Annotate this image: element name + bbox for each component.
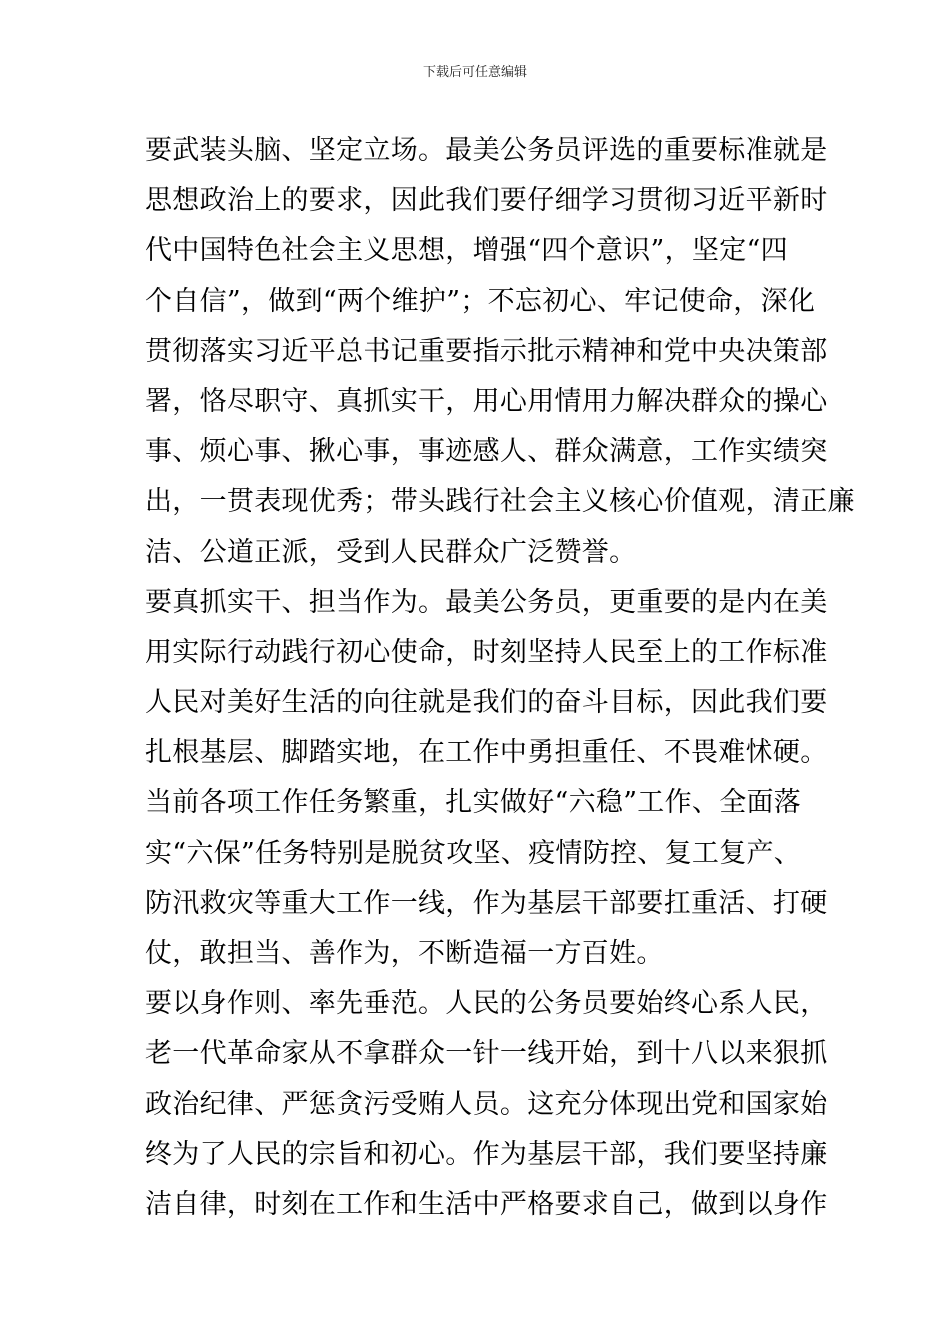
text-line: 要真抓实干、担当作为。最美公务员，更重要的是内在美 [145, 586, 828, 618]
text-line: 代中国特色社会主义思想，增强“四个意识”，坚定“四 [145, 235, 788, 267]
text-line: 出，一贯表现优秀；带头践行社会主义核心价值观，清正廉 [145, 486, 855, 518]
text-line: 当前各项工作任务繁重，扎实做好“六稳”工作、全面落 [145, 787, 802, 819]
text-line: 贯彻落实习近平总书记重要指示批示精神和党中央决策部 [145, 335, 828, 367]
text-line: 政治纪律、严惩贪污受贿人员。这充分体现出党和国家始 [145, 1088, 828, 1120]
text-line: 实“六保”任务特别是脱贫攻坚、疫情防控、复工复产、 [145, 837, 802, 869]
text-line: 署，恪尽职守、真抓实干，用心用情用力解决群众的操心 [145, 385, 828, 417]
text-line: 扎根基层、脚踏实地，在工作中勇担重任、不畏难怵硬。 [145, 737, 828, 769]
text-line: 洁自律，时刻在工作和生活中严格要求自己，做到以身作 [145, 1188, 828, 1220]
page-header: 下载后可任意编辑 [422, 65, 527, 80]
text-line: 思想政治上的要求，因此我们要仔细学习贯彻习近平新时 [145, 185, 828, 217]
text-line: 老一代革命家从不拿群众一针一线开始，到十八以来狠抓 [145, 1038, 828, 1070]
text-line: 终为了人民的宗旨和初心。作为基层干部，我们要坚持廉 [145, 1138, 828, 1170]
document-body [145, 126, 855, 1230]
text-line: 用实际行动践行初心使命，时刻坚持人民至上的工作标准 [145, 636, 828, 668]
text-line: 个自信”，做到“两个维护”；不忘初心、牢记使命，深化 [145, 285, 816, 317]
text-line: 事、烦心事、揪心事，事迹感人、群众满意，工作实绩突 [145, 436, 828, 468]
text-line: 要以身作则、率先垂范。人民的公务员要始终心系人民， [145, 988, 828, 1020]
text-line: 仗，敢担当、善作为，不断造福一方百姓。 [145, 938, 664, 969]
text-line: 防汛救灾等重大工作一线，作为基层干部要扛重活、打硬 [145, 887, 828, 919]
text-line: 人民对美好生活的向往就是我们的奋斗目标，因此我们要 [145, 687, 828, 719]
text-line: 洁、公道正派，受到人民群众广泛赞誉。 [145, 536, 637, 568]
text-line: 要武装头脑、坚定立场。最美公务员评选的重要标准就是 [145, 135, 828, 166]
